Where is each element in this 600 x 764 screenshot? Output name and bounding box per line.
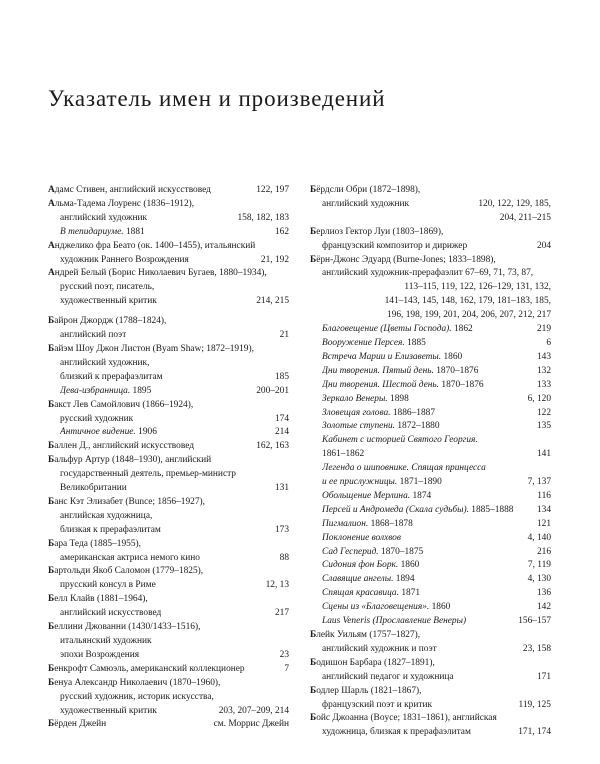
entry-text: Альма-Тадема Лоуренс (1836–1912), (48, 198, 195, 209)
entry-pages: 196, 198, 199, 201, 204, 206, 207, 212, 217 (386, 310, 551, 321)
entry-pages: 171, 174 (518, 727, 551, 738)
entry-date: 1870–1876 (433, 365, 479, 376)
entry-text: Берлиоз Гектор Луи (1803–1869), (310, 226, 444, 237)
entry-text: Laus Veneris (Прославление Венеры) (322, 616, 467, 627)
entry-pages: 132 (536, 365, 551, 376)
entry-pages: 116 (537, 490, 551, 501)
entry-text: английский поэт (60, 330, 127, 341)
entry-pages: 142 (536, 602, 551, 613)
entry-date: 1870–1875 (378, 546, 424, 557)
index-entry-heading (48, 198, 289, 212)
entry-pages (283, 635, 289, 649)
index-entry (310, 184, 551, 226)
entry-pages (283, 510, 289, 524)
index-entry-subline (48, 413, 289, 427)
index-entry-subline (48, 357, 289, 371)
entry-text: Пигмалион. 1868–1878 (322, 518, 413, 529)
entry-text: Андрей Белый (Борис Николаевич Бугаев, 1880–1934), (48, 268, 267, 279)
entry-date: 1894 (393, 574, 415, 585)
index-entry-heading (48, 343, 289, 357)
index-entry-heading (310, 685, 551, 699)
index-entry-heading (310, 184, 551, 198)
index-entry-subline (48, 371, 289, 385)
index-entry-subline (310, 198, 551, 212)
entry-pages (283, 267, 289, 281)
index-entry-heading (48, 677, 289, 691)
entry-text: Спящая красавица. 1871 (322, 588, 421, 599)
entry-date: 1860 (398, 560, 420, 571)
index-entry-heading (48, 663, 289, 677)
index-entry-subline (48, 510, 289, 524)
entry-text: Белл Клайв (1881–1964), (48, 594, 148, 605)
index-entry (48, 663, 289, 677)
entry-text: государственный деятель, премьер-министр (60, 469, 236, 480)
entry-pages: 21 (279, 330, 289, 341)
entry-pages: 88 (279, 552, 289, 563)
entry-pages (283, 621, 289, 635)
entry-date: 1885 (404, 337, 426, 348)
entry-text: английский педагог и художница (322, 671, 454, 682)
index-entry-subline (310, 615, 551, 629)
entry-date: 1898 (387, 393, 409, 404)
entry-pages (283, 357, 289, 371)
index-entry-subline (48, 226, 289, 240)
entry-pages: 185 (274, 371, 289, 382)
entry-pages (283, 399, 289, 413)
index-entry (48, 621, 289, 663)
index-entry-heading (48, 184, 289, 198)
entry-pages: 219 (536, 324, 551, 335)
index-entry-subline (310, 212, 551, 226)
entry-pages: 121 (536, 518, 551, 529)
index-entry-subline (48, 635, 289, 649)
entry-text: Дева-избранница. 1895 (60, 385, 152, 396)
index-entry (48, 565, 289, 593)
entry-text: Сад Гесперид. 1870–1875 (322, 546, 424, 557)
index-entry (48, 538, 289, 566)
index-entry-subline (310, 726, 551, 740)
entry-pages (545, 685, 551, 699)
entry-text: Встреча Марии и Елизаветы. 1860 (322, 351, 463, 362)
entry-pages (545, 184, 551, 198)
index-entry-subline (310, 323, 551, 337)
entry-pages (283, 496, 289, 510)
index-entry-subline (48, 281, 289, 295)
index-entry-subline (310, 295, 551, 309)
index-entry-heading (48, 240, 289, 254)
index-entry-subline (310, 601, 551, 615)
index-entry (310, 657, 551, 685)
index-entry-subline (48, 552, 289, 566)
entry-pages: 204 (536, 240, 551, 251)
entry-text: Сидония фон Борк. 1860 (322, 560, 420, 571)
entry-text: английский художник-прерафаэлит 67–69, 71, 73, 87, (322, 268, 534, 279)
entry-date: 1871 (398, 588, 421, 599)
entry-pages: 7, 137 (527, 477, 551, 488)
index-entry (48, 440, 289, 454)
entry-text: Байрон Джордж (1788–1824), (48, 316, 167, 327)
index-entry-heading (310, 657, 551, 671)
index-entry-heading (48, 621, 289, 635)
index-entry-subline (310, 337, 551, 351)
entry-pages (545, 462, 551, 476)
entry-text: и ее прислужницы. 1871–1890 (322, 477, 442, 488)
entry-text: английский художник и поэт (322, 643, 437, 654)
entry-pages: 204, 211–215 (499, 212, 551, 223)
entry-pages: 156–157 (518, 616, 551, 627)
entry-text: русский художник (60, 413, 134, 424)
entry-text: Кабинет с историей Святого Георгия. (322, 435, 478, 446)
index-entry-subline (48, 254, 289, 268)
page-title: Указатель имен и произведений (48, 86, 386, 111)
index-entry (48, 593, 289, 621)
entry-pages (283, 593, 289, 607)
index-entry-subline (310, 379, 551, 393)
index-entry-subline (310, 281, 551, 295)
index-entry-subline (48, 649, 289, 663)
index-entry (48, 315, 289, 343)
entry-pages: 141–143, 145, 148, 162, 179, 181–183, 185, (384, 296, 551, 307)
entry-pages: 214 (274, 427, 289, 438)
index-entry-subline (48, 524, 289, 538)
index-entry-heading (48, 267, 289, 281)
entry-pages: 131 (274, 483, 289, 494)
entry-text: близкая к прерафаэлитам (60, 524, 161, 535)
entry-pages (283, 565, 289, 579)
entry-text: итальянский художник (60, 636, 152, 646)
index-entry-subline (48, 295, 289, 309)
entry-pages: 134 (536, 504, 551, 515)
index-entry-subline (310, 490, 551, 504)
index-entry-heading (48, 454, 289, 468)
entry-text: Байэм Шоу Джон Листон (Byam Shaw; 1872–1919), (48, 343, 254, 354)
entry-text: американская актриса немого кино (60, 552, 200, 563)
index-column-left (48, 184, 289, 732)
index-entry (310, 629, 551, 657)
entry-pages: 135 (536, 421, 551, 432)
entry-text: Дни творения. Шестой день. 1870–1876 (322, 379, 484, 390)
entry-text: художественный критик (60, 296, 157, 307)
entry-pages: 174 (274, 413, 289, 424)
entry-pages: 113–115, 119, 122, 126–129, 131, 132, (404, 282, 551, 293)
index-entry (48, 718, 289, 732)
index-entry-heading (48, 399, 289, 413)
entry-pages: 4, 130 (527, 574, 551, 585)
entry-pages: 143 (536, 351, 551, 362)
entry-text: Бенуа Александр Николаевич (1870–1960), (48, 677, 221, 688)
index-entry (48, 496, 289, 538)
entry-text: художественный критик (60, 705, 157, 716)
entry-pages: 7 (284, 663, 289, 674)
entry-text: художник Раннего Возрождения (60, 254, 189, 265)
entry-text: близкий к прерафаэлитам (60, 371, 163, 382)
entry-pages: 23 (279, 649, 289, 660)
entry-date: 1862 (451, 324, 473, 335)
index-entry (48, 198, 289, 240)
index-entry-subline (310, 267, 551, 281)
entry-pages (283, 691, 289, 705)
entry-date: 1886–1887 (390, 407, 436, 418)
index-entry-subline (310, 407, 551, 421)
index-entry-subline (48, 212, 289, 226)
index-entry-subline (310, 546, 551, 560)
entry-pages: 4, 140 (527, 532, 551, 543)
entry-text: Золотые ступени. 1872–1880 (322, 421, 440, 432)
index-entry-subline (48, 607, 289, 621)
entry-text: Бёрдсли Обри (1872–1898), (310, 185, 421, 195)
entry-text: 1861–1862 (322, 449, 365, 460)
entry-text: Бёрден Джейн (48, 719, 107, 730)
entry-text: английский художник, (60, 357, 150, 368)
entry-pages: 23, 158 (522, 643, 551, 654)
entry-pages: 6 (546, 337, 551, 348)
entry-pages (283, 343, 289, 357)
index-entry-subline (48, 468, 289, 482)
entry-date: 1895 (130, 385, 152, 396)
entry-date: 1885–1888 (468, 504, 514, 515)
entry-text: Славящие ангелы. 1894 (322, 574, 415, 585)
index-entry-subline (310, 518, 551, 532)
entry-pages (283, 538, 289, 552)
entry-text: Вооружение Персея. 1885 (322, 337, 426, 348)
entry-text: Великобритании (60, 483, 127, 494)
index-entry-subline (310, 699, 551, 713)
entry-text: Благовещение (Цветы Господа). 1862 (322, 324, 473, 335)
entry-text: Дни творения. Пятый день. 1870–1876 (322, 365, 479, 376)
index-entry-subline (48, 329, 289, 343)
entry-pages (283, 281, 289, 295)
entry-pages: 203, 207–209, 214 (218, 705, 289, 716)
entry-pages (545, 267, 551, 281)
entry-text: Бакст Лев Самойлович (1866–1924), (48, 399, 194, 410)
entry-text: художница, близкая к прерафаэлитам (322, 727, 471, 738)
entry-text: русский поэт, писатель, (60, 282, 155, 293)
index-entry-subline (310, 643, 551, 657)
index-entry-subline (310, 671, 551, 685)
index-entry-subline (310, 476, 551, 490)
entry-text: Легенда о шиповнике. Спящая принцесса (322, 463, 486, 474)
entry-text: Персей и Андромеда (Скала судьбы). 1885–1888 (322, 504, 514, 515)
entry-text: Беллини Джованни (1430/1433–1516), (48, 622, 201, 633)
index-entry (48, 184, 289, 198)
entry-pages: 141 (536, 449, 551, 460)
index-entry-heading (48, 315, 289, 329)
entry-text: Бойс Джоанна (Boyce; 1831–1861), английская (310, 713, 497, 724)
entry-date: 1906 (135, 427, 157, 438)
entry-pages: 12, 13 (265, 580, 289, 591)
index-entry-heading (48, 593, 289, 607)
index-entry (310, 226, 551, 254)
entry-pages (283, 315, 289, 329)
index-entry-subline (48, 426, 289, 440)
index-entry (310, 712, 551, 740)
index-entry-subline (310, 351, 551, 365)
entry-text: эпохи Возрождения (60, 649, 140, 660)
entry-pages (545, 226, 551, 240)
entry-text: Банс Кэт Элизабет (Bunce; 1856–1927), (48, 496, 206, 507)
entry-text: английский художник (60, 212, 148, 223)
entry-pages: 122 (536, 407, 551, 418)
index-entry-heading (48, 496, 289, 510)
entry-pages (545, 254, 551, 268)
entry-pages (545, 434, 551, 448)
entry-pages (283, 240, 289, 254)
index-entry-subline (48, 705, 289, 719)
entry-pages: 171 (536, 671, 551, 682)
entry-text: В тепидариуме. 1881 (60, 226, 145, 237)
index-entry-subline (310, 462, 551, 476)
entry-text: русский художник, историк искусства, (60, 691, 214, 702)
index-entry-heading (48, 538, 289, 552)
entry-text: Адамс Стивен, английский искусствовед (48, 185, 211, 195)
entry-pages: 217 (274, 608, 289, 619)
entry-text: французский композитор и дирижер (322, 240, 468, 251)
index-entry (48, 267, 289, 309)
entry-text: Бодлер Шарль (1821–1867), (310, 685, 422, 696)
index-entry-subline (310, 559, 551, 573)
index-entry-heading (310, 712, 551, 726)
entry-date: 1860 (441, 351, 463, 362)
entry-pages: 173 (274, 524, 289, 535)
index-entry-subline (48, 482, 289, 496)
entry-pages (545, 712, 551, 726)
entry-pages: 200–201 (256, 385, 289, 396)
entry-pages: 6, 120 (527, 393, 551, 404)
entry-text: Бара Теда (1885–1955), (48, 538, 142, 549)
index-entry (310, 254, 551, 629)
entry-pages: 119, 125 (518, 699, 551, 710)
entry-text: Бёрн-Джонс Эдуард (Burne-Jones; 1833–1898), (310, 254, 496, 265)
index-entry-heading (48, 440, 289, 454)
entry-pages: 133 (536, 379, 551, 390)
entry-pages: 162, 163 (256, 441, 289, 452)
index-entry-subline (310, 420, 551, 434)
entry-pages (545, 657, 551, 671)
entry-text: Зеркало Венеры. 1898 (322, 393, 409, 404)
entry-date: 1871–1890 (397, 477, 442, 488)
index-entry-subline (310, 309, 551, 323)
entry-date: 1868–1878 (368, 518, 413, 529)
entry-text: Бартольди Якоб Саломон (1779–1825), (48, 566, 204, 577)
index-entry-subline (48, 385, 289, 399)
entry-text: Анджелико фра Беато (ок. 1400–1455), итальянский (48, 240, 256, 251)
index-entry (310, 685, 551, 713)
index-entry (48, 240, 289, 268)
entry-text: Обольщение Мерлина. 1874 (322, 490, 432, 501)
entry-pages: 122, 197 (256, 185, 289, 195)
entry-text: Сцены из «Благовещения». 1860 (322, 602, 451, 613)
entry-pages (283, 198, 289, 212)
index-entry-subline (310, 532, 551, 546)
entry-pages: 21, 192 (260, 254, 289, 265)
entry-pages: 216 (536, 546, 551, 557)
entry-date: 1881 (123, 226, 145, 237)
entry-date: 1872–1880 (395, 421, 440, 432)
entry-text: Поклонение волхвов (322, 532, 401, 543)
index-entry-subline (310, 573, 551, 587)
entry-date: 1870–1876 (439, 379, 484, 390)
entry-text: французский поэт и критик (322, 699, 433, 710)
entry-date: 1860 (429, 602, 451, 613)
entry-text: английский искусствовед (60, 608, 162, 619)
index-entry (48, 343, 289, 399)
entry-text: Античное видение. 1906 (60, 427, 157, 438)
index-entry (48, 454, 289, 496)
entry-pages: 120, 122, 129, 185, (478, 198, 551, 209)
entry-text: английская художница, (60, 510, 153, 521)
entry-pages: см. Моррис Джейн (213, 719, 289, 730)
index-column-right (310, 184, 551, 740)
index-entry-subline (310, 448, 551, 462)
entry-pages: 162 (274, 226, 289, 237)
index-entry-subline (310, 587, 551, 601)
entry-pages (283, 677, 289, 691)
index-entry-subline (48, 691, 289, 705)
entry-pages: 7, 119 (527, 560, 551, 571)
entry-date: 1874 (410, 490, 432, 501)
entry-pages (283, 454, 289, 468)
index-entry (48, 399, 289, 441)
index-entry-heading (310, 254, 551, 268)
entry-text: Блейк Уильям (1757–1827), (310, 630, 421, 640)
entry-pages (283, 468, 289, 482)
entry-text: Бальфур Артур (1848–1930), английский (48, 455, 212, 466)
entry-text: английский художник (322, 198, 410, 209)
index-entry-subline (310, 393, 551, 407)
index-entry (48, 677, 289, 719)
index-entry-subline (310, 240, 551, 254)
entry-pages: 214, 215 (256, 296, 289, 307)
entry-text: Бодишон Барбара (1827–1891), (310, 657, 435, 668)
index-entry-subline (48, 579, 289, 593)
entry-pages (545, 629, 551, 643)
entry-text: Бенкрофт Самюэль, американский коллекционер (48, 663, 245, 674)
entry-text: Баллен Д., английский искусствовед (48, 441, 195, 452)
index-entry-subline (310, 434, 551, 448)
index-entry-heading (48, 718, 289, 732)
entry-pages: 136 (536, 588, 551, 599)
index-entry-subline (310, 365, 551, 379)
entry-pages: 158, 182, 183 (237, 212, 289, 223)
index-entry-heading (310, 226, 551, 240)
entry-text: прусский консул в Риме (60, 580, 156, 591)
index-entry-heading (48, 565, 289, 579)
index-entry-subline (310, 504, 551, 518)
entry-text: Зловещая голова. 1886–1887 (322, 407, 436, 418)
index-entry-heading (310, 629, 551, 643)
